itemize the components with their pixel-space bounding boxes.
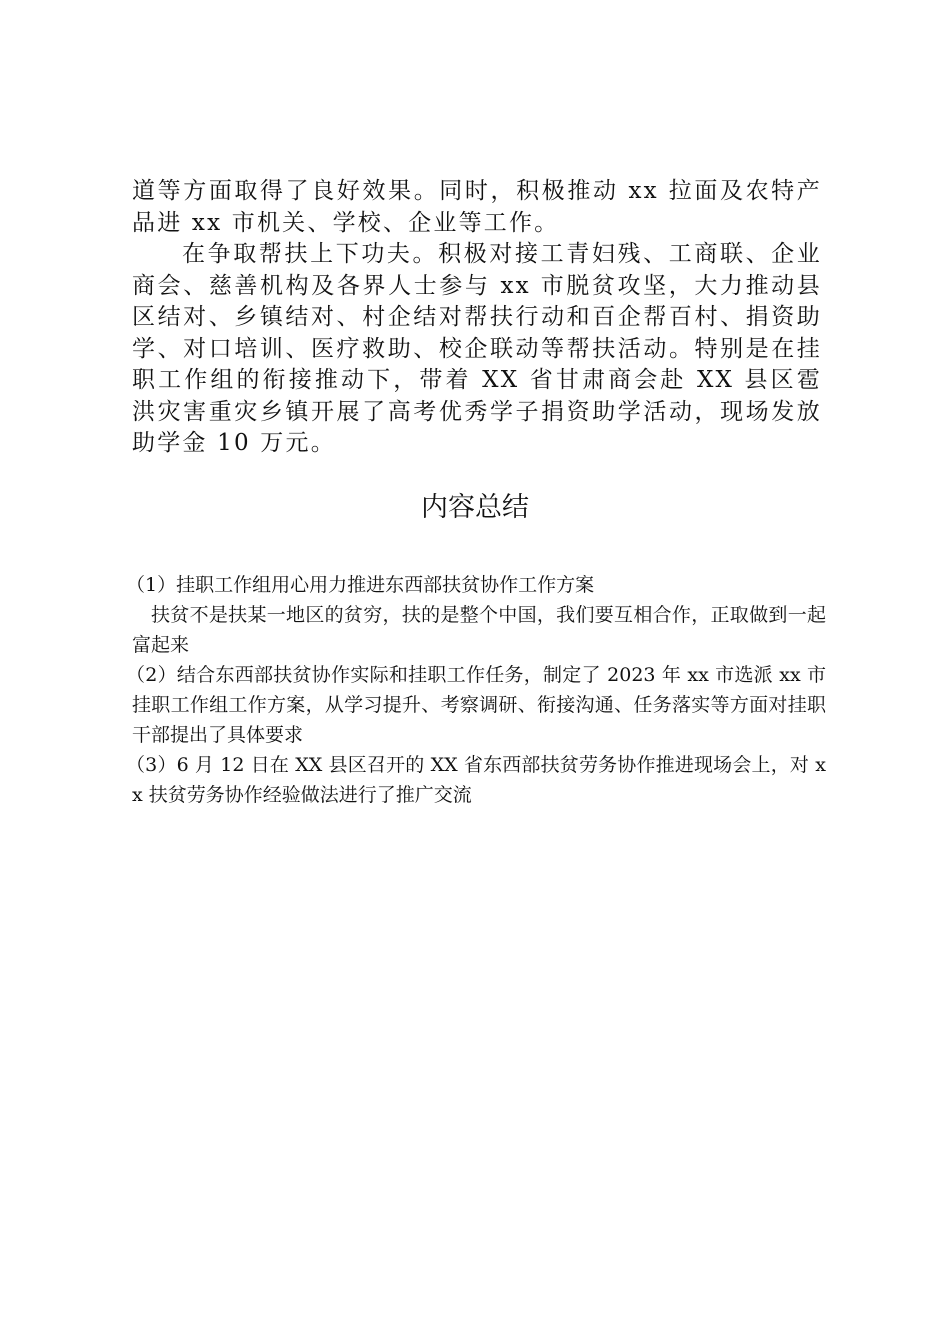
body-text — [132, 176, 822, 460]
summary-item: （2）结合东西部扶贫协作实际和挂职工作任务，制定了 2023 年 xx 市选派 xx 市挂职工作组工作方案，从学习提升、考察调研、衔接沟通、任务落实等方面对挂职干部提出了具体要求 — [126, 664, 826, 746]
summary-title: 内容总结 — [421, 492, 529, 523]
summary-item: （3）6 月 12 日在 XX 县区召开的 XX 省东西部扶贫劳务协作推进现场会上，对 xx 扶贫劳务协作经验做法进行了推广交流 — [126, 754, 826, 806]
body-paragraph: 在争取帮扶上下功夫。积极对接工青妇残、工商联、企业商会、慈善机构及各界人士参与 xx 市脱贫攻坚，大力推动县区结对、乡镇结对、村企结对帮扶行动和百企帮百村、捐资助学、对口培训、医疗救助、校企联动等帮扶活动。特别是在挂职工作组的衔接推动下，带着 XX 省甘肃商会赴 XX 县区雹洪灾害重灾乡镇开展了高考优秀学子捐资助学活动，现场发放助学金 10 万元。 — [132, 241, 822, 456]
summary-item: （1）挂职工作组用心用力推进东西部扶贫协作工作方案 — [126, 574, 595, 596]
summary-item: 扶贫不是扶某一地区的贫穷，扶的是整个中国，我们要互相合作，正取做到一起富起来 — [132, 604, 826, 656]
summary-list — [126, 570, 826, 810]
body-paragraph: 道等方面取得了良好效果。同时，积极推动 xx 拉面及农特产品进 xx 市机关、学校、企业等工作。 — [132, 178, 822, 236]
